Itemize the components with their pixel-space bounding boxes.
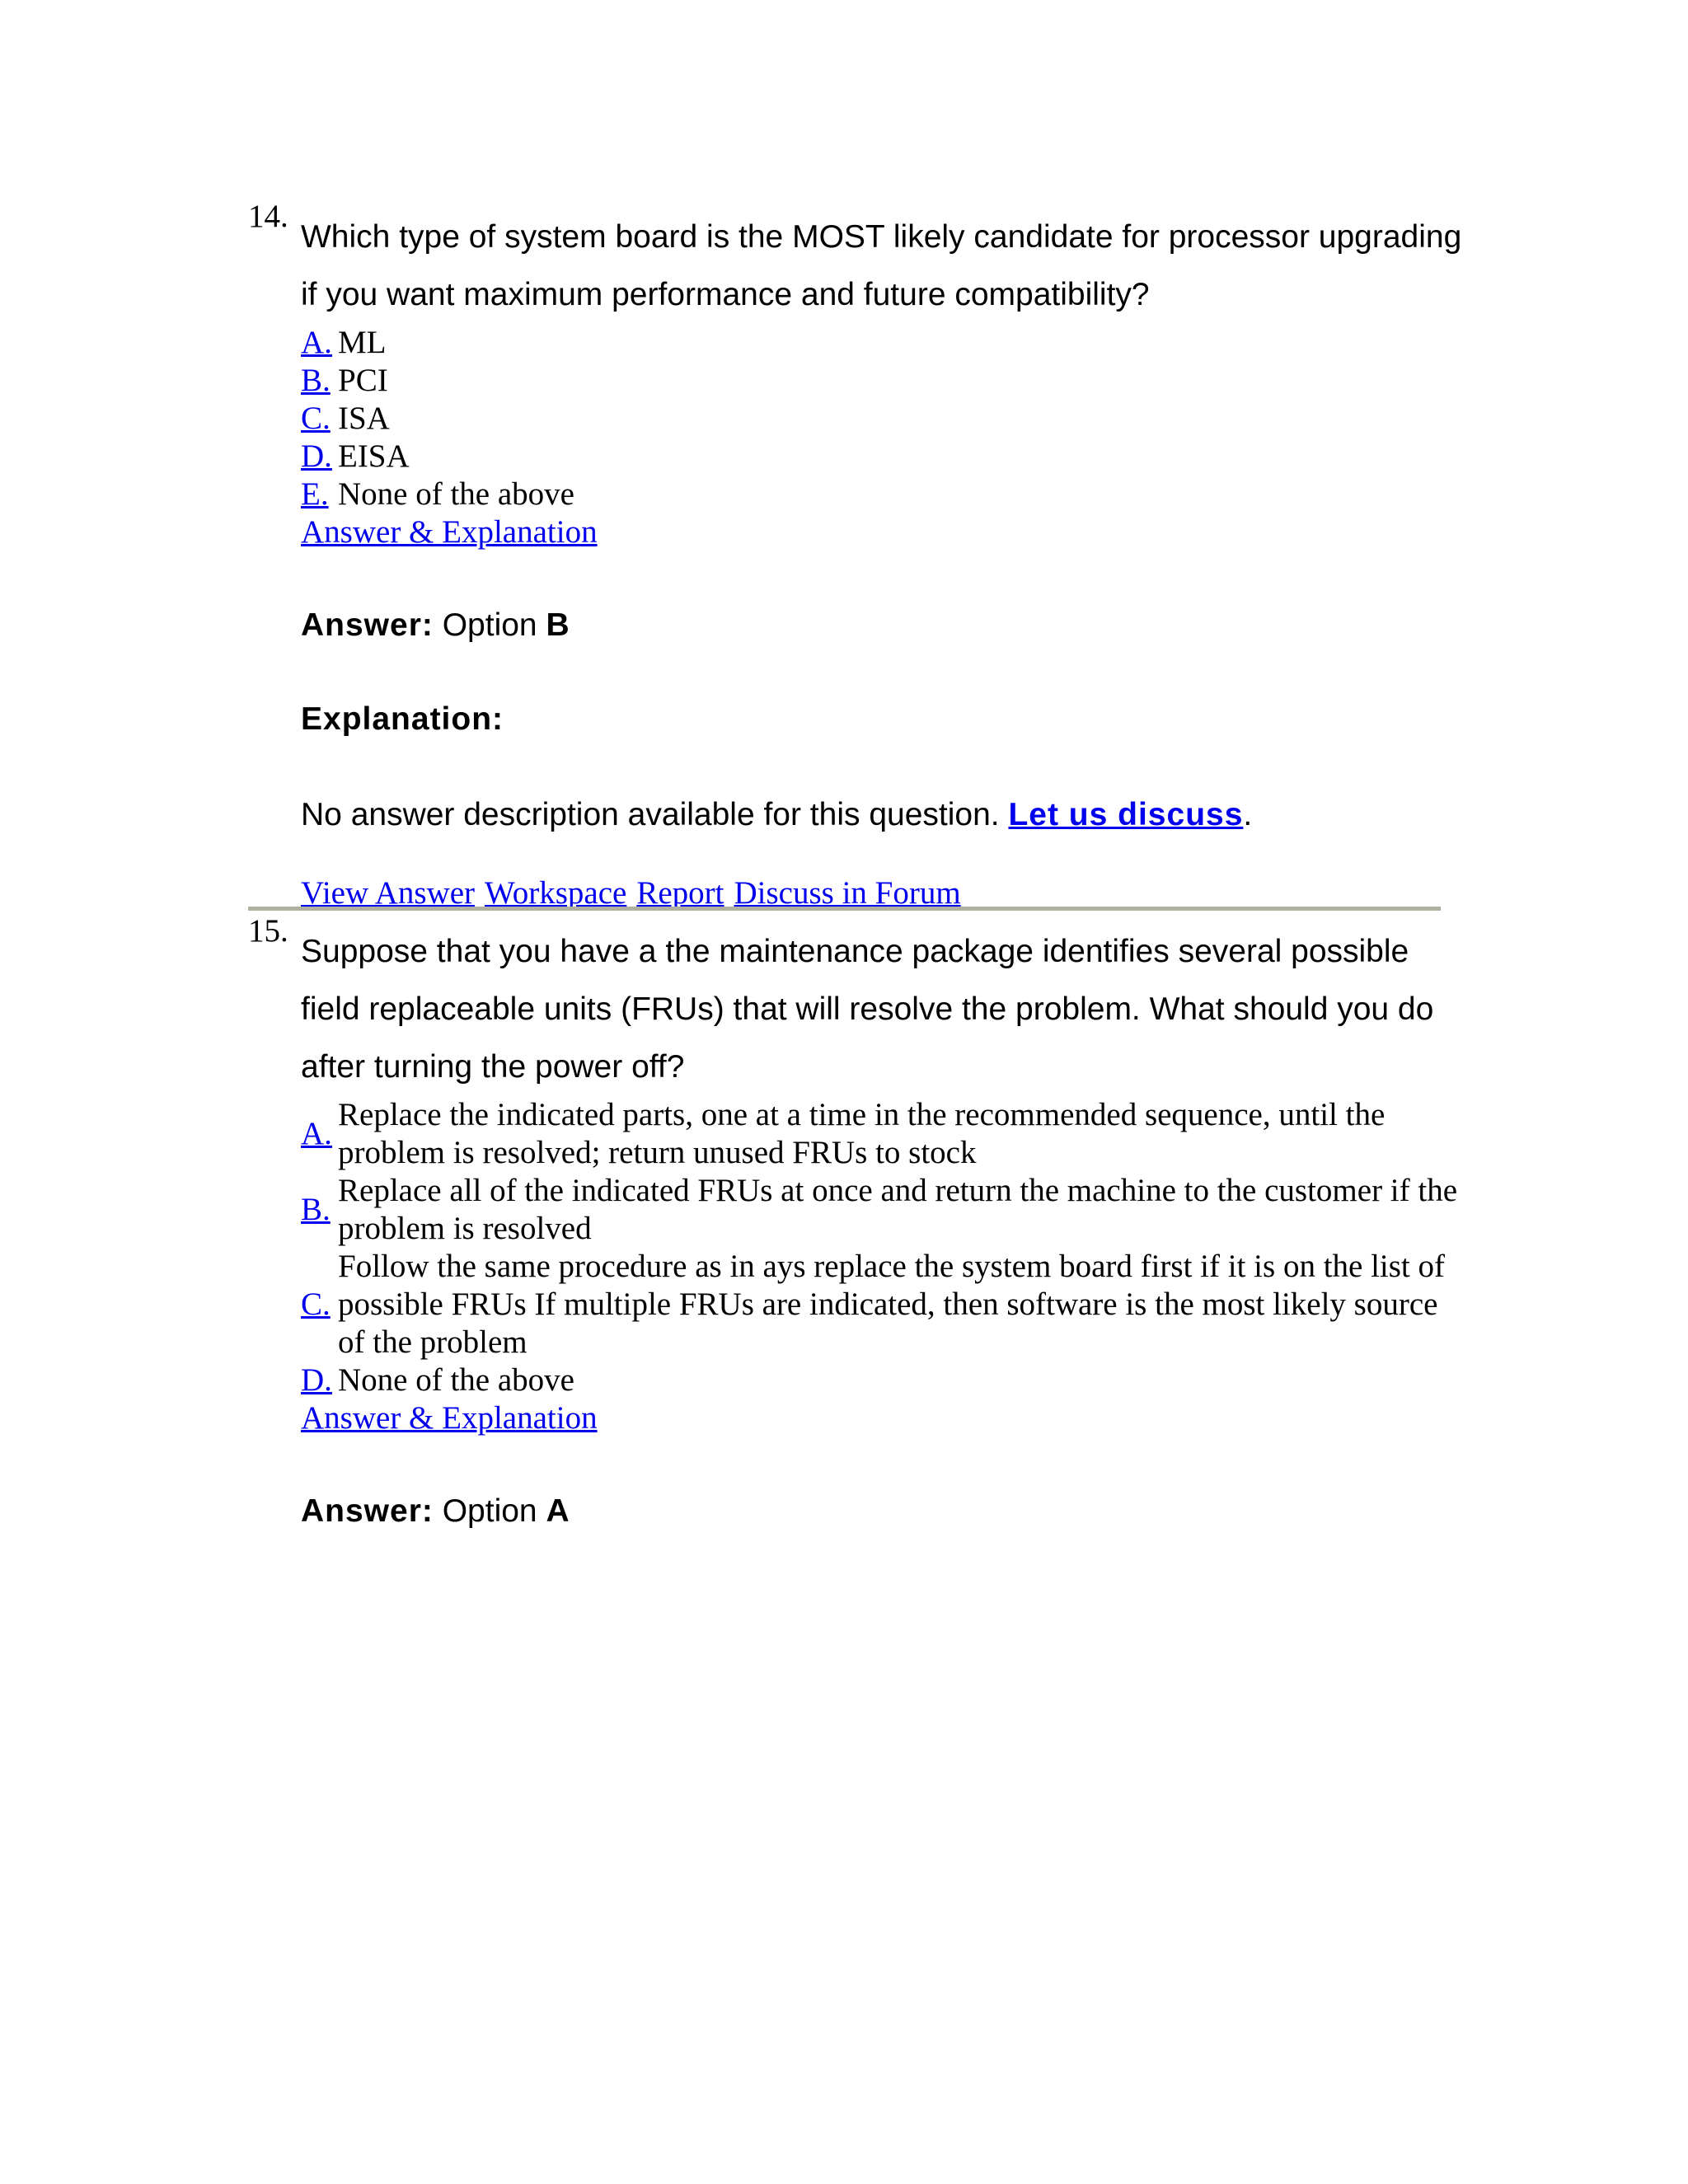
option-b-text: Replace all of the indicated FRUs at once and return the machine to the customer if the problem is resolved (338, 1173, 1458, 1246)
explanation-period: . (1243, 797, 1253, 832)
answer-line (301, 1493, 1471, 1530)
option-b (301, 362, 1471, 400)
explanation-body: No answer description available for this question. (301, 797, 1000, 832)
option-c-text: ISA (338, 401, 390, 436)
report-link[interactable]: Report (636, 875, 724, 911)
question-body (301, 200, 1471, 912)
view-answer-link[interactable]: View Answer (301, 875, 476, 911)
option-e-link[interactable]: E. (301, 476, 329, 512)
option-a-text: ML (338, 325, 387, 360)
question-number: 15. (248, 913, 288, 949)
option-c-link[interactable]: C. (301, 401, 331, 436)
option-d (301, 438, 1471, 476)
option-a-text: Replace the indicated parts, one at a time in the recommended sequence, until the problem is resolved; return unused FRUs to stock (338, 1097, 1386, 1170)
question-body (301, 915, 1471, 1530)
option-d-text: EISA (338, 438, 410, 474)
option-c-text: Follow the same procedure as in ays replace the system board first if it is on the list of possible FRUs If multiple FRUs are indicated, then software is the most likely source of the problem (338, 1249, 1446, 1360)
option-e (301, 476, 1471, 513)
option-b (301, 1172, 1471, 1248)
answer-explanation-link[interactable]: Answer & Explanation (301, 514, 598, 550)
answer-line (301, 607, 1471, 644)
answer-label: Answer: (301, 1493, 434, 1529)
answer-option: A (546, 1493, 570, 1529)
option-b-link[interactable]: B. (301, 363, 331, 398)
option-a (301, 1096, 1471, 1172)
option-e-text: None of the above (338, 476, 574, 512)
answer-prefix: Option (442, 1493, 537, 1529)
explanation-heading: Explanation: (301, 701, 504, 737)
answer-option: B (546, 607, 570, 643)
question-text: Which type of system board is the MOST likely candidate for processor upgrading if you want maximum performance and future compatibility? (301, 219, 1462, 312)
option-c-link[interactable]: C. (301, 1286, 331, 1322)
question-text: Suppose that you have a the maintenance package identifies several possible field replaceable units (FRUs) that will resolve the problem. What should you do after turning the power off? (301, 934, 1434, 1085)
question-divider (248, 907, 1441, 911)
option-b-link[interactable]: B. (301, 1192, 331, 1227)
option-c (301, 1248, 1471, 1361)
option-c (301, 400, 1471, 438)
option-b-text: PCI (338, 363, 388, 398)
answer-explanation-link[interactable]: Answer & Explanation (301, 1400, 598, 1436)
option-d-link[interactable]: D. (301, 1362, 332, 1398)
option-d-link[interactable]: D. (301, 438, 332, 474)
let-us-discuss-link[interactable]: Let us discuss (1008, 797, 1244, 832)
option-a-link[interactable]: A. (301, 325, 332, 360)
option-d (301, 1361, 1471, 1399)
option-a (301, 324, 1471, 362)
question-number: 14. (248, 199, 288, 234)
discuss-in-forum-link[interactable]: Discuss in Forum (734, 875, 961, 911)
explanation-text (301, 797, 1471, 833)
workspace-link[interactable]: Workspace (485, 875, 627, 911)
answer-prefix: Option (442, 607, 537, 643)
answer-label: Answer: (301, 607, 434, 643)
option-a-link[interactable]: A. (301, 1116, 332, 1151)
option-d-text: None of the above (338, 1362, 574, 1398)
